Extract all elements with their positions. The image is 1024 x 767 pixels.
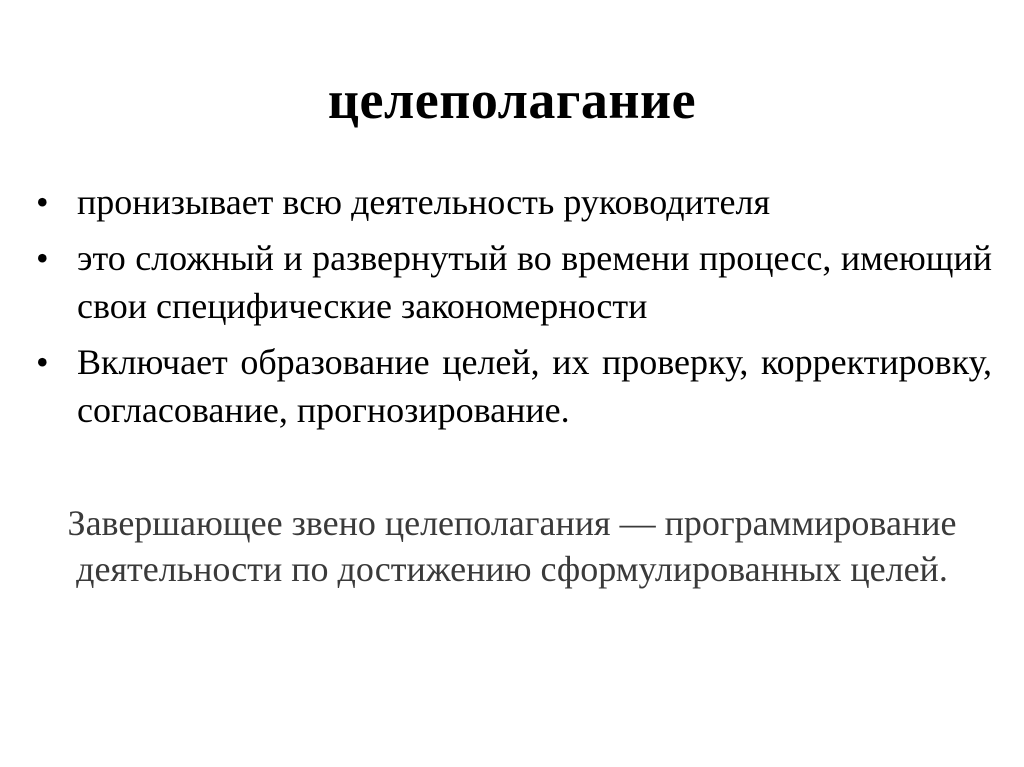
bullet-text: пронизывает всю деятельность руководителя	[77, 182, 771, 222]
bullet-marker: •	[36, 342, 49, 382]
bullet-list	[36, 178, 992, 442]
bullet-text: Включает образование целей, их проверку, корректировку, согласование, прогнозирование.	[77, 342, 992, 430]
conclusion-text: Завершающее звено целеполагания — программирование деятельности по достижению сформулированных целей.	[67, 503, 957, 589]
bullet-item	[36, 178, 992, 226]
bullet-item	[36, 338, 992, 434]
slide-title: целеполагание	[327, 70, 697, 130]
bullet-item	[36, 234, 992, 330]
bullet-marker: •	[36, 238, 49, 278]
bullet-marker: •	[36, 182, 49, 222]
bullet-text: это сложный и развернутый во времени процесс, имеющий свои специфические закономерности	[77, 238, 992, 326]
